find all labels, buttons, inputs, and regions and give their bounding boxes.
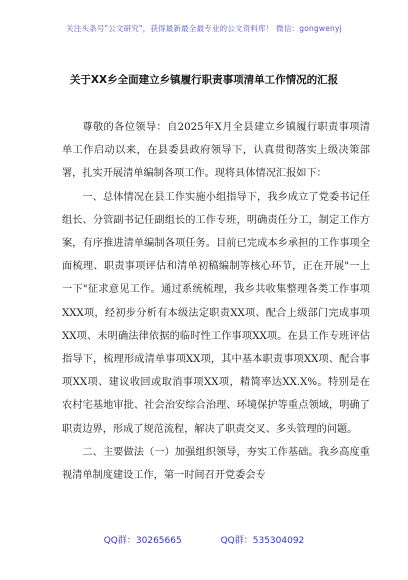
header-banner: 关注头条号"公文研究"，获得最新最全最专业的公文资料库！ 微信：gongwenyj <box>66 24 342 33</box>
body-paragraph-2: 二、主要做法（一）加强组织领导，夯实工作基础。我乡高度重视清单制度建设工作，第一时间召开党委会专 <box>62 446 370 482</box>
body-paragraph-1: 一、总体情况在县工作实施小组指导下，我乡成立了党委书记任组长、分管副书记任副组长的工作专班，明确责任分工，制定工作方案，有序推进清单编制各项任务。目前已完成本乡承担的工作事项全面梳理、职责事项评估和清单初稿编制等核心环节，正在开展"一上一下"征求意见工作。通过系统梳理，我乡共收集整理各类工作事项XXX项，经初步分析有本级法定职责XX项、配合上级部门完成事项XX项、未明确法律依据的临时性工作事项XX项。在县工作专班评估指导下，梳理形成清单事项XX项，其中基本职责事项XX项、配合事项XX项、建议收回或取消事项XX项，精简率达XX.X%。特别是在农村宅基地审批、社会治安综合治理、环境保护等重点领域，明确了职责边界，形成了规范流程，解决了职责交叉、多头管理的问题。 <box>62 191 370 435</box>
footer-qq-group-1: QQ群：30265665 <box>103 536 182 546</box>
salutation-paragraph: 尊敬的各位领导：自2025年X月全县建立乡镇履行职责事项清单工作启动以来，在县委县政府领导下，认真贯彻落实上级决策部署，扎实开展清单编制各项工作。现将具体情况汇报如下： <box>62 122 370 180</box>
document-body <box>62 116 370 487</box>
footer-qq-group-2: QQ群：535304092 <box>220 536 305 546</box>
footer <box>0 533 408 546</box>
document-title: 关于XX乡全面建立乡镇履行职责事项清单工作情况的汇报 <box>69 74 339 86</box>
